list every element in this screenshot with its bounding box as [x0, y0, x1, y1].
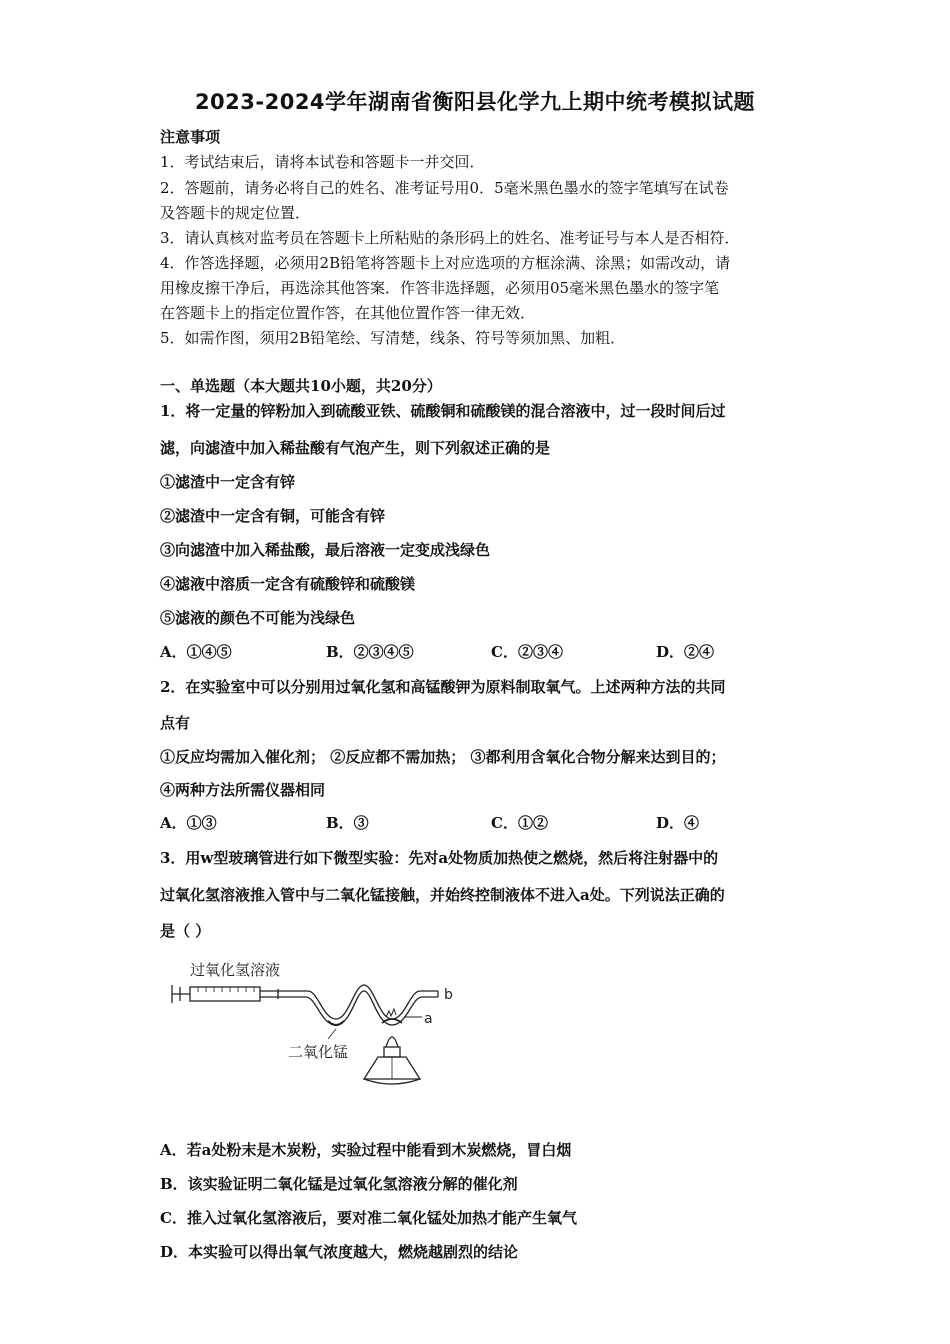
label-manganese-dioxide: 二氧化锰 [288, 1043, 349, 1061]
q2-items: ①反应均需加入催化剂； ②反应都不需加热； ③都利用含氧化合物分解来达到目的； [160, 748, 726, 766]
q3-option-a: A．若a处粉末是木炭粉，实验过程中能看到木炭燃烧，冒白烟 [160, 1141, 572, 1159]
label-a: a [424, 1011, 433, 1027]
q2-option-b: B．③ [326, 814, 369, 832]
q1-stem: 1．将一定量的锌粉加入到硫酸亚铁、硫酸铜和硫酸镁的混合溶液中，过一段时间后过 [160, 402, 726, 420]
q1-option-b: B．②③④⑤ [326, 643, 414, 661]
q3-stem: 3．用w型玻璃管进行如下微型实验：先对a处物质加热使之燃烧，然后将注射器中的 [160, 849, 719, 867]
section-heading: 一、单选题（本大题共10小题，共20分） [160, 377, 442, 395]
label-hydrogen-peroxide: 过氧化氢溶液 [190, 961, 281, 979]
label-b: b [444, 987, 453, 1003]
q1-stem: 滤，向滤渣中加入稀盐酸有气泡产生，则下列叙述正确的是 [160, 439, 551, 457]
q2-stem: 2．在实验室中可以分别用过氧化氢和高锰酸钾为原料制取氧气。上述两种方法的共同 [160, 678, 726, 696]
q2-option-a: A．①③ [160, 814, 217, 832]
notice-heading: 注意事项 [160, 128, 221, 146]
q2-stem: 点有 [160, 714, 191, 732]
notice-line: 在答题卡上的指定位置作答，在其他位置作答一律无效． [160, 304, 536, 322]
q2-option-d: D．④ [656, 814, 700, 832]
syringe-barrel [190, 987, 260, 1001]
q3-option-c: C．推入过氧化氢溶液后，要对准二氧化锰处加热才能产生氧气 [160, 1209, 577, 1227]
notice-line: 1．考试结束后，请将本试卷和答题卡一并交回． [160, 153, 485, 171]
q3-stem: 过氧化氢溶液推入管中与二氧化锰接触，并始终控制液体不进入a处。下列说法正确的 [160, 886, 725, 904]
page-title: 2023-2024学年湖南省衡阳县化学九上期中统考模拟试题 [194, 90, 756, 114]
q1-option-d: D．②④ [656, 643, 715, 661]
q1-item: ②滤渣中一定含有铜，可能含有锌 [160, 507, 386, 525]
q3-option-d: D．本实验可以得出氧气浓度越大，燃烧越剧烈的结论 [160, 1243, 519, 1261]
q3-option-b: B．该实验证明二氧化锰是过氧化氢溶液分解的催化剂 [160, 1175, 518, 1193]
q1-option-c: C．②③④ [491, 643, 563, 661]
q3-stem: 是（ ） [160, 922, 211, 940]
q2-items: ④两种方法所需仪器相同 [160, 781, 326, 799]
notice-line: 4．作答选择题，必须用2B铅笔将答题卡上对应选项的方框涂满、涂黑；如需改动，请 [160, 254, 731, 272]
notice-line: 3．请认真核对监考员在答题卡上所粘贴的条形码上的姓名、准考证号与本人是否相符． [160, 229, 740, 247]
notice-line: 2．答题前，请务必将自己的姓名、准考证号用0．5毫米黑色墨水的签字笔填写在试卷 [160, 179, 729, 197]
q1-item: ④滤液中溶质一定含有硫酸锌和硫酸镁 [160, 575, 416, 593]
lamp-flame [386, 1037, 398, 1047]
notice-line: 及答题卡的规定位置． [160, 204, 311, 222]
w-tube-apparatus-diagram [168, 955, 468, 1100]
q1-option-a: A．①④⑤ [160, 643, 232, 661]
q1-item: ⑤滤液的颜色不可能为浅绿色 [160, 609, 356, 627]
notice-line: 5．如需作图，须用2B铅笔绘、写清楚，线条、符号等须加黑、加粗． [160, 329, 626, 347]
q2-option-c: C．①② [491, 814, 548, 832]
q1-item: ③向滤渣中加入稀盐酸，最后溶液一定变成浅绿色 [160, 541, 491, 559]
q1-item: ①滤渣中一定含有锌 [160, 473, 296, 491]
notice-line: 用橡皮擦干净后，再选涂其他答案．作答非选择题，必须用05毫米黑色墨水的签字笔 [160, 279, 720, 297]
